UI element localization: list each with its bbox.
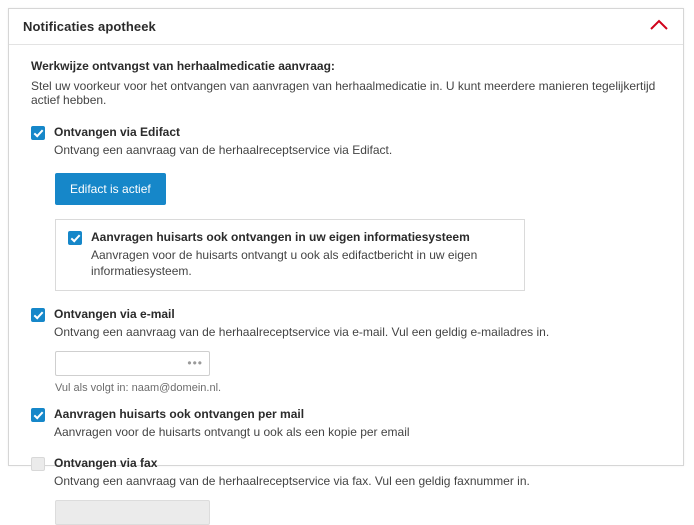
section-heading: Werkwijze ontvangst van herhaalmedicatie aanvraag:	[31, 59, 335, 73]
option-copy-mail-text	[54, 407, 410, 440]
fax-field[interactable]	[55, 500, 210, 525]
fax-input-wrapper	[55, 500, 210, 525]
option-email-text	[54, 307, 549, 340]
checkbox-email[interactable]	[31, 308, 45, 322]
email-hint: Vul als volgt in: naam@domein.nl.	[55, 382, 222, 394]
option-fax-description: Ontvang een aanvraag van de herhaalreceptservice via fax. Vul een geldig faxnummer in.	[54, 474, 530, 488]
option-edifact-text	[54, 125, 392, 158]
checkbox-edifact-own-system[interactable]	[68, 231, 82, 245]
option-fax-text	[54, 456, 530, 489]
edifact-active-button[interactable]: Edifact is actief	[55, 173, 166, 205]
panel-body	[9, 45, 683, 525]
option-edifact-label: Ontvangen via Edifact	[54, 125, 181, 139]
email-field[interactable]	[55, 351, 210, 376]
notifications-panel	[8, 8, 684, 488]
option-email[interactable]	[31, 307, 665, 340]
option-edifact-own-system-description: Aanvragen voor de huisarts ontvangt u ook als edifactbericht in uw eigen informatiesysteem.	[91, 248, 478, 278]
option-email-description: Ontvang een aanvraag van de herhaalreceptservice via e-mail. Vul een geldig e-mailadres in.	[54, 325, 550, 339]
email-field-dots-icon: •••	[187, 356, 203, 370]
option-edifact-suboption[interactable]	[55, 219, 525, 291]
option-edifact[interactable]	[31, 125, 665, 158]
option-copy-mail-description: Aanvragen voor de huisarts ontvangt u ook als een kopie per email	[54, 425, 410, 439]
checkbox-edifact[interactable]	[31, 126, 45, 140]
checkbox-copy-mail[interactable]	[31, 408, 45, 422]
spacer	[31, 443, 665, 456]
option-copy-mail[interactable]	[31, 407, 665, 440]
email-input-wrapper	[55, 351, 210, 376]
option-edifact-suboption-text	[91, 230, 512, 279]
checkbox-fax[interactable]	[31, 457, 45, 471]
option-fax[interactable]	[31, 456, 665, 489]
panel-header	[9, 9, 683, 45]
section-subtitle: Stel uw voorkeur voor het ontvangen van aanvragen van herhaalmedicatie in. U kunt meerdere manieren tegelijkertijd actief hebben.	[31, 79, 656, 107]
chevron-up-icon[interactable]	[649, 18, 669, 36]
option-fax-label: Ontvangen via fax	[54, 456, 158, 470]
option-copy-mail-label: Aanvragen huisarts ook ontvangen per mail	[54, 407, 305, 421]
option-edifact-own-system-label: Aanvragen huisarts ook ontvangen in uw eigen informatiesysteem	[91, 230, 470, 244]
spacer	[31, 394, 665, 407]
option-email-label: Ontvangen via e-mail	[54, 307, 175, 321]
option-edifact-description: Ontvang een aanvraag van de herhaalreceptservice via Edifact.	[54, 143, 393, 157]
spacer	[31, 291, 665, 307]
page-title: Notificaties apotheek	[23, 19, 156, 34]
